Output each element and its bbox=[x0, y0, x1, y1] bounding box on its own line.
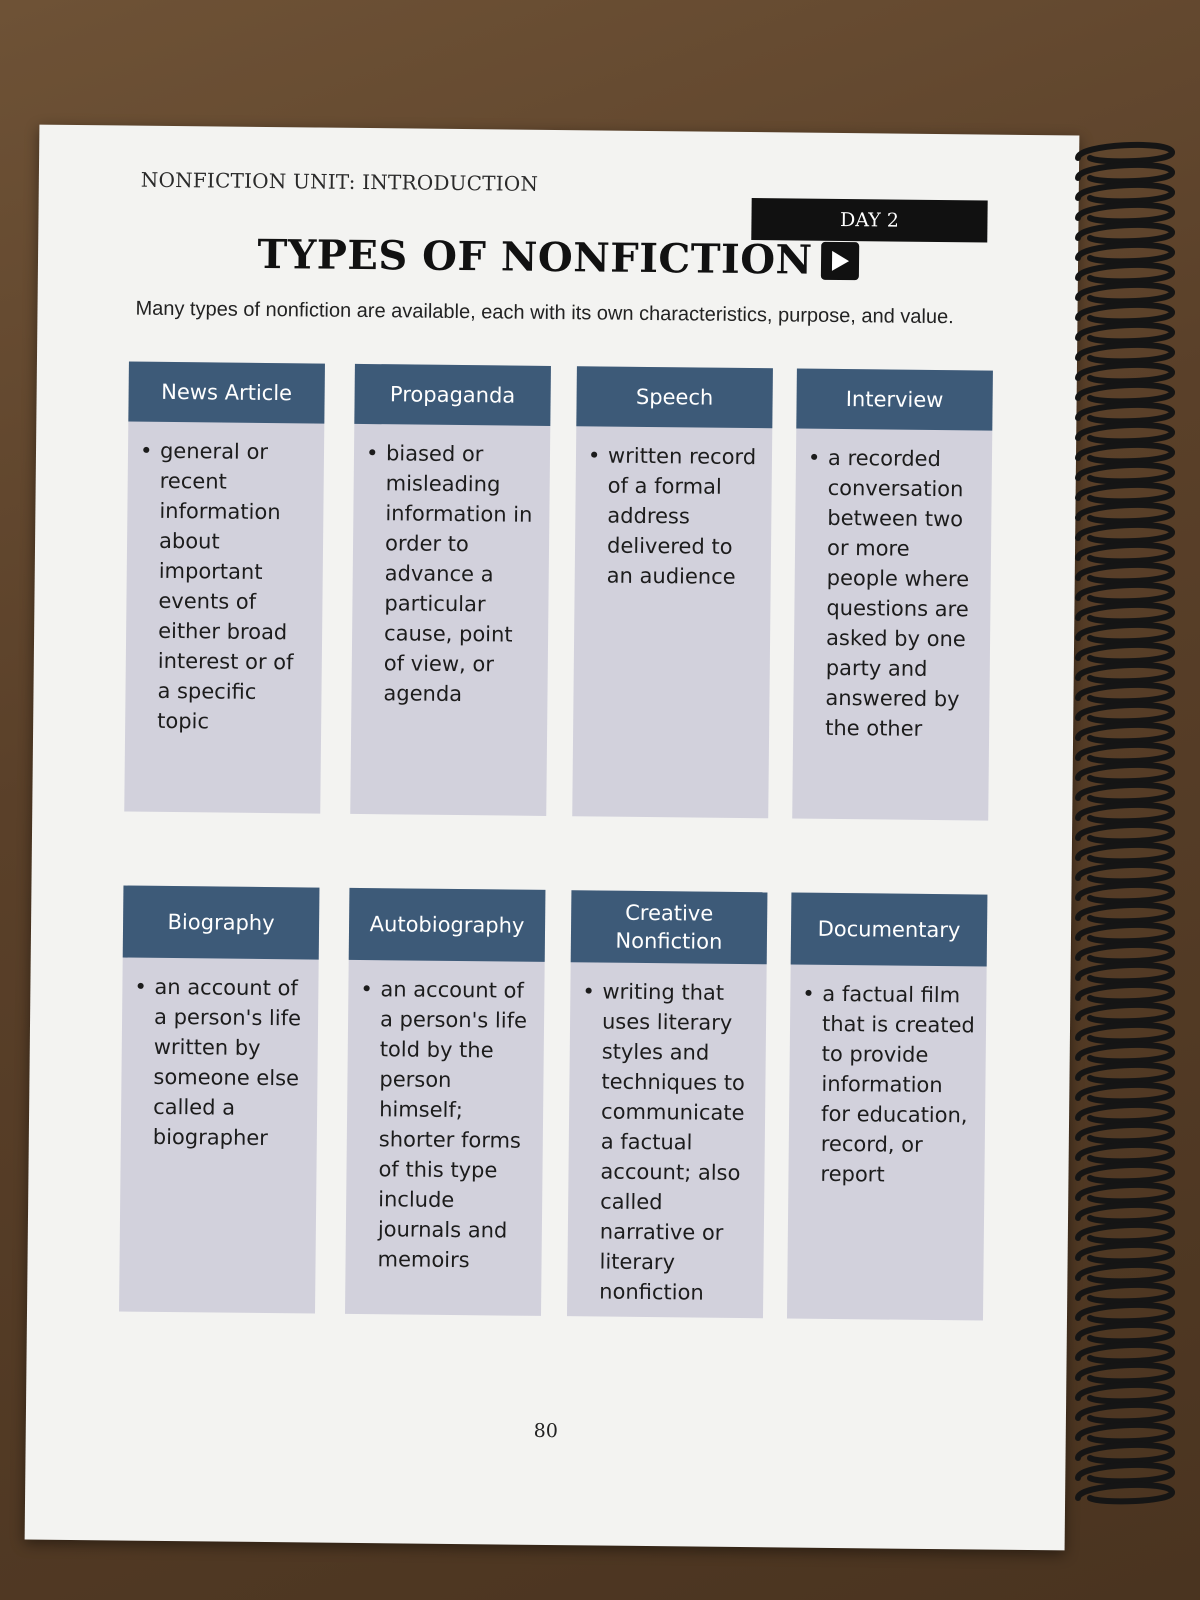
spiral-coil bbox=[1078, 1485, 1172, 1501]
spiral-coil bbox=[1078, 1465, 1172, 1481]
spiral-coil bbox=[1078, 165, 1172, 181]
card-heading: Propaganda bbox=[354, 364, 551, 426]
card-definition: a factual film that is created to provide information for education, record, or report bbox=[820, 981, 975, 1187]
card-biography bbox=[119, 886, 319, 1314]
spiral-coil bbox=[1078, 605, 1172, 621]
spiral-coil bbox=[1078, 865, 1172, 881]
spiral-coil bbox=[1078, 205, 1172, 221]
card-heading: Interview bbox=[796, 369, 993, 431]
card-heading: Biography bbox=[123, 886, 320, 960]
card-definition: an account of a person's life told by the person himself; shorter forms of this type include journals and memoirs bbox=[377, 977, 528, 1273]
spiral-coil bbox=[1078, 1385, 1172, 1401]
spiral-coil bbox=[1078, 685, 1172, 701]
card-body bbox=[788, 965, 986, 1201]
bullet-icon: • bbox=[134, 974, 147, 999]
spiral-coil bbox=[1078, 545, 1172, 561]
spiral-coil bbox=[1078, 265, 1172, 281]
spiral-coil bbox=[1078, 705, 1172, 721]
spiral-coil bbox=[1078, 305, 1172, 321]
spiral-coil bbox=[1078, 925, 1172, 941]
card-heading: News Article bbox=[128, 362, 325, 424]
title-row bbox=[38, 229, 1078, 287]
card-heading: Creative Nonfiction bbox=[571, 890, 768, 964]
spiral-coil bbox=[1078, 1345, 1172, 1361]
spiral-coil bbox=[1078, 1425, 1172, 1441]
card-definition: written record of a formal address delivered to an audience bbox=[606, 443, 757, 589]
spiral-coil bbox=[1078, 1005, 1172, 1021]
spiral-coil bbox=[1078, 225, 1172, 241]
spiral-coil bbox=[1078, 1085, 1172, 1101]
day-badge: DAY 2 bbox=[751, 198, 987, 242]
spiral-coil bbox=[1078, 405, 1172, 421]
spiral-coil bbox=[1078, 725, 1172, 741]
workbook-page bbox=[25, 125, 1080, 1551]
spiral-coil bbox=[1078, 1065, 1172, 1081]
card-autobiography bbox=[345, 888, 545, 1316]
card-body bbox=[567, 962, 767, 1318]
spiral-coil bbox=[1078, 245, 1172, 261]
spiral-coil bbox=[1078, 665, 1172, 681]
spiral-coil bbox=[1078, 745, 1172, 761]
unit-header: NONFICTION UNIT: INTRODUCTION bbox=[140, 167, 539, 196]
card-heading: Documentary bbox=[791, 893, 988, 967]
card-interview bbox=[792, 369, 993, 821]
spiral-coil bbox=[1078, 1325, 1172, 1341]
spiral-coil bbox=[1078, 1105, 1172, 1121]
spiral-coil bbox=[1078, 1025, 1172, 1041]
play-icon bbox=[820, 241, 858, 279]
spiral-coil bbox=[1078, 345, 1172, 361]
spiral-coil bbox=[1078, 805, 1172, 821]
card-body bbox=[345, 960, 544, 1286]
card-definition: a recorded conversation between two or more people where questions are asked by one party and answered by the other bbox=[825, 445, 970, 741]
spiral-coil bbox=[1078, 1305, 1172, 1321]
spiral-coil bbox=[1078, 1205, 1172, 1221]
card-creative-nonfiction bbox=[567, 890, 767, 1318]
bullet-icon: • bbox=[139, 438, 153, 463]
card-body bbox=[793, 429, 992, 755]
spiral-coil bbox=[1078, 385, 1172, 401]
bullet-icon: • bbox=[807, 445, 821, 470]
spiral-coil bbox=[1078, 945, 1172, 961]
spiral-coil bbox=[1078, 1185, 1172, 1201]
spiral-coil bbox=[1078, 325, 1172, 341]
spiral-coil bbox=[1078, 465, 1172, 481]
card-news-article bbox=[124, 362, 325, 814]
bullet-icon: • bbox=[365, 441, 379, 466]
spiral-coil bbox=[1078, 845, 1172, 861]
spiral-coil bbox=[1078, 145, 1172, 161]
card-definition: biased or misleading information in order to advance a particular cause, point of view, or agenda bbox=[383, 441, 533, 707]
card-speech bbox=[572, 366, 773, 818]
spiral-coil bbox=[1078, 1285, 1172, 1301]
bullet-icon: • bbox=[587, 443, 601, 468]
bullet-icon: • bbox=[582, 979, 595, 1004]
spiral-coil bbox=[1078, 1225, 1172, 1241]
card-definition: general or recent information about important events of either broad interest or of a specific topic bbox=[157, 438, 294, 734]
spiral-coil bbox=[1078, 1145, 1172, 1161]
spiral-coil bbox=[1078, 285, 1172, 301]
spiral-coil bbox=[1078, 485, 1172, 501]
spiral-coil bbox=[1078, 525, 1172, 541]
page-number: 80 bbox=[533, 1419, 558, 1443]
spiral-coil bbox=[1078, 1165, 1172, 1181]
spiral-coil bbox=[1078, 785, 1172, 801]
spiral-coil bbox=[1078, 1265, 1172, 1281]
spiral-coil bbox=[1078, 1245, 1172, 1261]
spiral-coil bbox=[1078, 585, 1172, 601]
card-body bbox=[125, 422, 324, 748]
page-title: TYPES OF NONFICTION bbox=[257, 230, 813, 284]
bullet-icon: • bbox=[360, 977, 373, 1002]
spiral-coil bbox=[1078, 905, 1172, 921]
spiral-coil bbox=[1078, 365, 1172, 381]
spiral-coil bbox=[1078, 565, 1172, 581]
spiral-binding-icon bbox=[1060, 140, 1200, 1520]
spiral-coil bbox=[1078, 825, 1172, 841]
card-propaganda bbox=[350, 364, 551, 816]
spiral-coil bbox=[1078, 185, 1172, 201]
spiral-coil bbox=[1078, 885, 1172, 901]
card-definition: an account of a person's life written by someone else called a biographer bbox=[152, 974, 302, 1151]
spiral-coil bbox=[1078, 1125, 1172, 1141]
spiral-coil bbox=[1078, 765, 1172, 781]
spiral-coil bbox=[1078, 625, 1172, 641]
spiral-coil bbox=[1078, 1405, 1172, 1421]
spiral-coil bbox=[1078, 1445, 1172, 1461]
spiral-coil bbox=[1078, 1045, 1172, 1061]
spiral-coil bbox=[1078, 425, 1172, 441]
card-body bbox=[574, 426, 772, 602]
spiral-coil bbox=[1078, 505, 1172, 521]
spiral-coil bbox=[1078, 445, 1172, 461]
spiral-coil bbox=[1078, 965, 1172, 981]
intro-text: Many types of nonfiction are available, each with its own characteristics, purpose, and value. bbox=[135, 297, 954, 329]
spiral-coil bbox=[1078, 1365, 1172, 1381]
spiral-coil bbox=[1078, 645, 1172, 661]
card-definition: writing that uses literary styles and techniques to communicate a factual account; also called narrative or literary nonfiction bbox=[599, 979, 745, 1305]
card-heading: Speech bbox=[576, 366, 773, 428]
spiral-coil bbox=[1078, 985, 1172, 1001]
bullet-icon: • bbox=[802, 981, 815, 1006]
card-body bbox=[121, 958, 319, 1164]
card-body bbox=[351, 424, 550, 720]
card-documentary bbox=[787, 893, 987, 1321]
card-heading: Autobiography bbox=[349, 888, 546, 962]
